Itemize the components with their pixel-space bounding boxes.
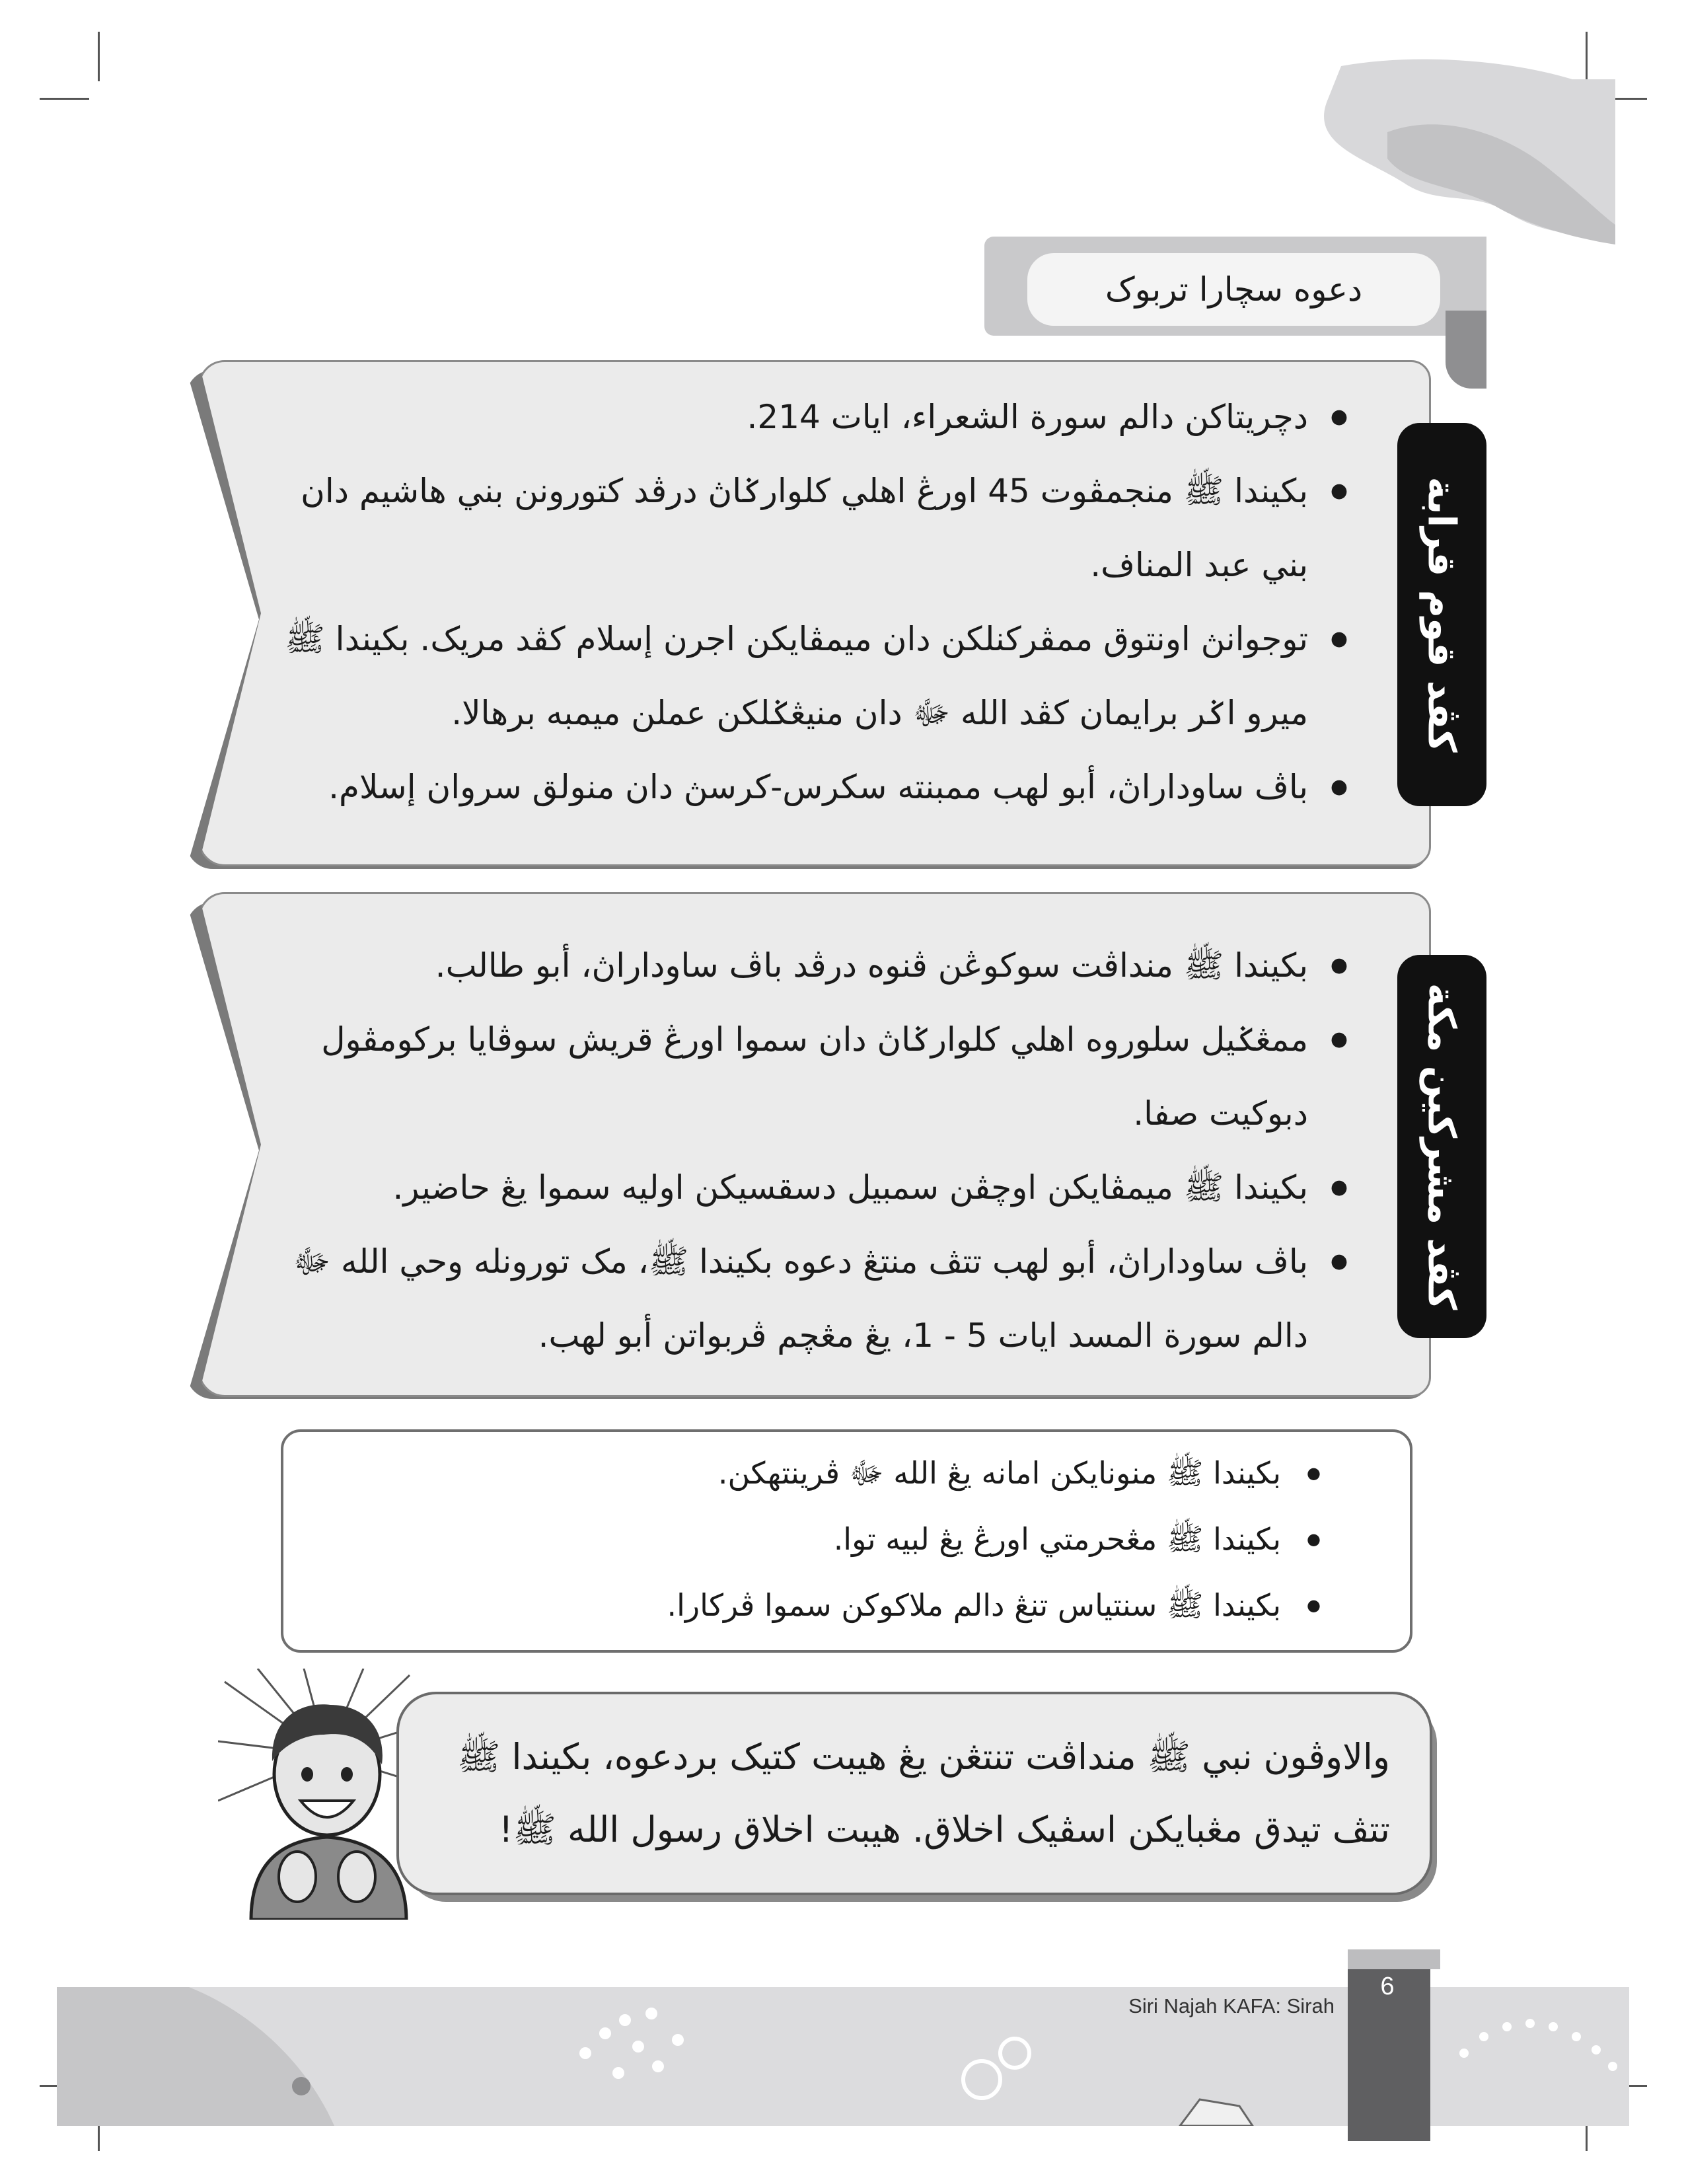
panel-kaum-kerabat-list <box>277 380 1348 824</box>
list-item: ● بکيندا ﷺ منجمڤوت 45 اورڠ اهلي کلوارݢاڽ درڤد کتورونن بني هاشيم دان بني عبد المناف. <box>277 454 1348 602</box>
callout-bubble <box>396 1692 1432 1895</box>
crop-mark <box>98 32 100 81</box>
crop-mark <box>40 98 89 100</box>
list-item: ● دچريتاکن دالم سورة الشعراء، ايات 214. <box>277 380 1348 454</box>
list-item: ● باڤ ساوداراڽ، أبو لهب تتڤ منتڠ دعوه بکيندا ﷺ، مک تورونله وحي الله ﷻ دالم سورة المسد ايات 5 - 1، يڠ مڠچم ڤربواتن أبو لهب. <box>277 1224 1348 1373</box>
list-item: ● ممڠݢيل سلوروه اهلي کلوارݢاڽ دان سموا اورڠ قريش سوڤايا برکومڤول دبوکيت صفا. <box>277 1002 1348 1150</box>
page-number: 6 <box>1380 1973 1395 2000</box>
list-item: ● باڤ ساوداراڽ، أبو لهب ممبنته سکرس-کرسڽ دان منولق سروان إسلام. <box>277 750 1348 824</box>
tab-kaum-kerabat <box>1397 423 1486 806</box>
title-tab-fold <box>1446 311 1486 389</box>
list-item: ● بکيندا ﷺ منونايکن امانه يڠ الله ﷻ ڤرينتهکن. <box>343 1440 1327 1506</box>
series-title: Siri Najah KAFA: Sirah <box>1128 1994 1335 2017</box>
list-item: ● بکيندا ﷺ سنتياس تنڠ دالم ملاکوکن سموا ڤرکارا. <box>343 1572 1327 1638</box>
akhlak-label: اخلاق بکيندا ﷺ کتيک بردعوه <box>1169 1499 1379 1585</box>
page-title-text: دعوه سچارا تربوک <box>1105 270 1363 309</box>
list-item: ● بکيندا ﷺ مڠحرمتي اورڠ يڠ لبيه توا. <box>343 1506 1327 1572</box>
decor-blob <box>1308 53 1638 245</box>
page-title <box>1027 253 1440 326</box>
akhlak-box <box>281 1429 1412 1653</box>
akhlak-list <box>343 1440 1327 1638</box>
tab-kaum-kerabat-label: كڤد قوم قرابة <box>1419 476 1465 753</box>
page-tab-top <box>1348 1949 1440 1969</box>
list-item: ● توجوانڽ اونتوق ممڤرکنلکن دان ميمڤايکن اجرن إسلام کڤد مريک. بکيندا ﷺ ميرو اݢر برايمان کڤد الله ﷻ دان منيڠݢلکن عملن ميمبه برهالا. <box>277 602 1348 750</box>
tab-musyrikin <box>1397 955 1486 1338</box>
callout-text: والاوڤون نبي ﷺ منداڤت تنتڠن يڠ هيبت کتيک بردعوه، بکيندا ﷺ تتڤ تيدق مڠبايکن اسڤيک اخلاق. هيبت اخلاق رسول الله ﷺ! <box>457 1736 1390 1850</box>
list-item: ● بکيندا ﷺ ميمڤايکن اوچڤن سمبيل دسقسيکن اوليه سموا يڠ حاضير. <box>277 1150 1348 1224</box>
panel-musyrikin-list <box>277 928 1348 1373</box>
akhlak-label-bg <box>1410 1432 1412 1650</box>
tab-musyrikin-label: كڤد مشرکين مکة <box>1419 983 1465 1310</box>
list-item: ● بکيندا ﷺ منداڤت سوکوڠن ڤنوه درڤد باڤ ساوداراڽ، أبو طالب. <box>277 928 1348 1002</box>
